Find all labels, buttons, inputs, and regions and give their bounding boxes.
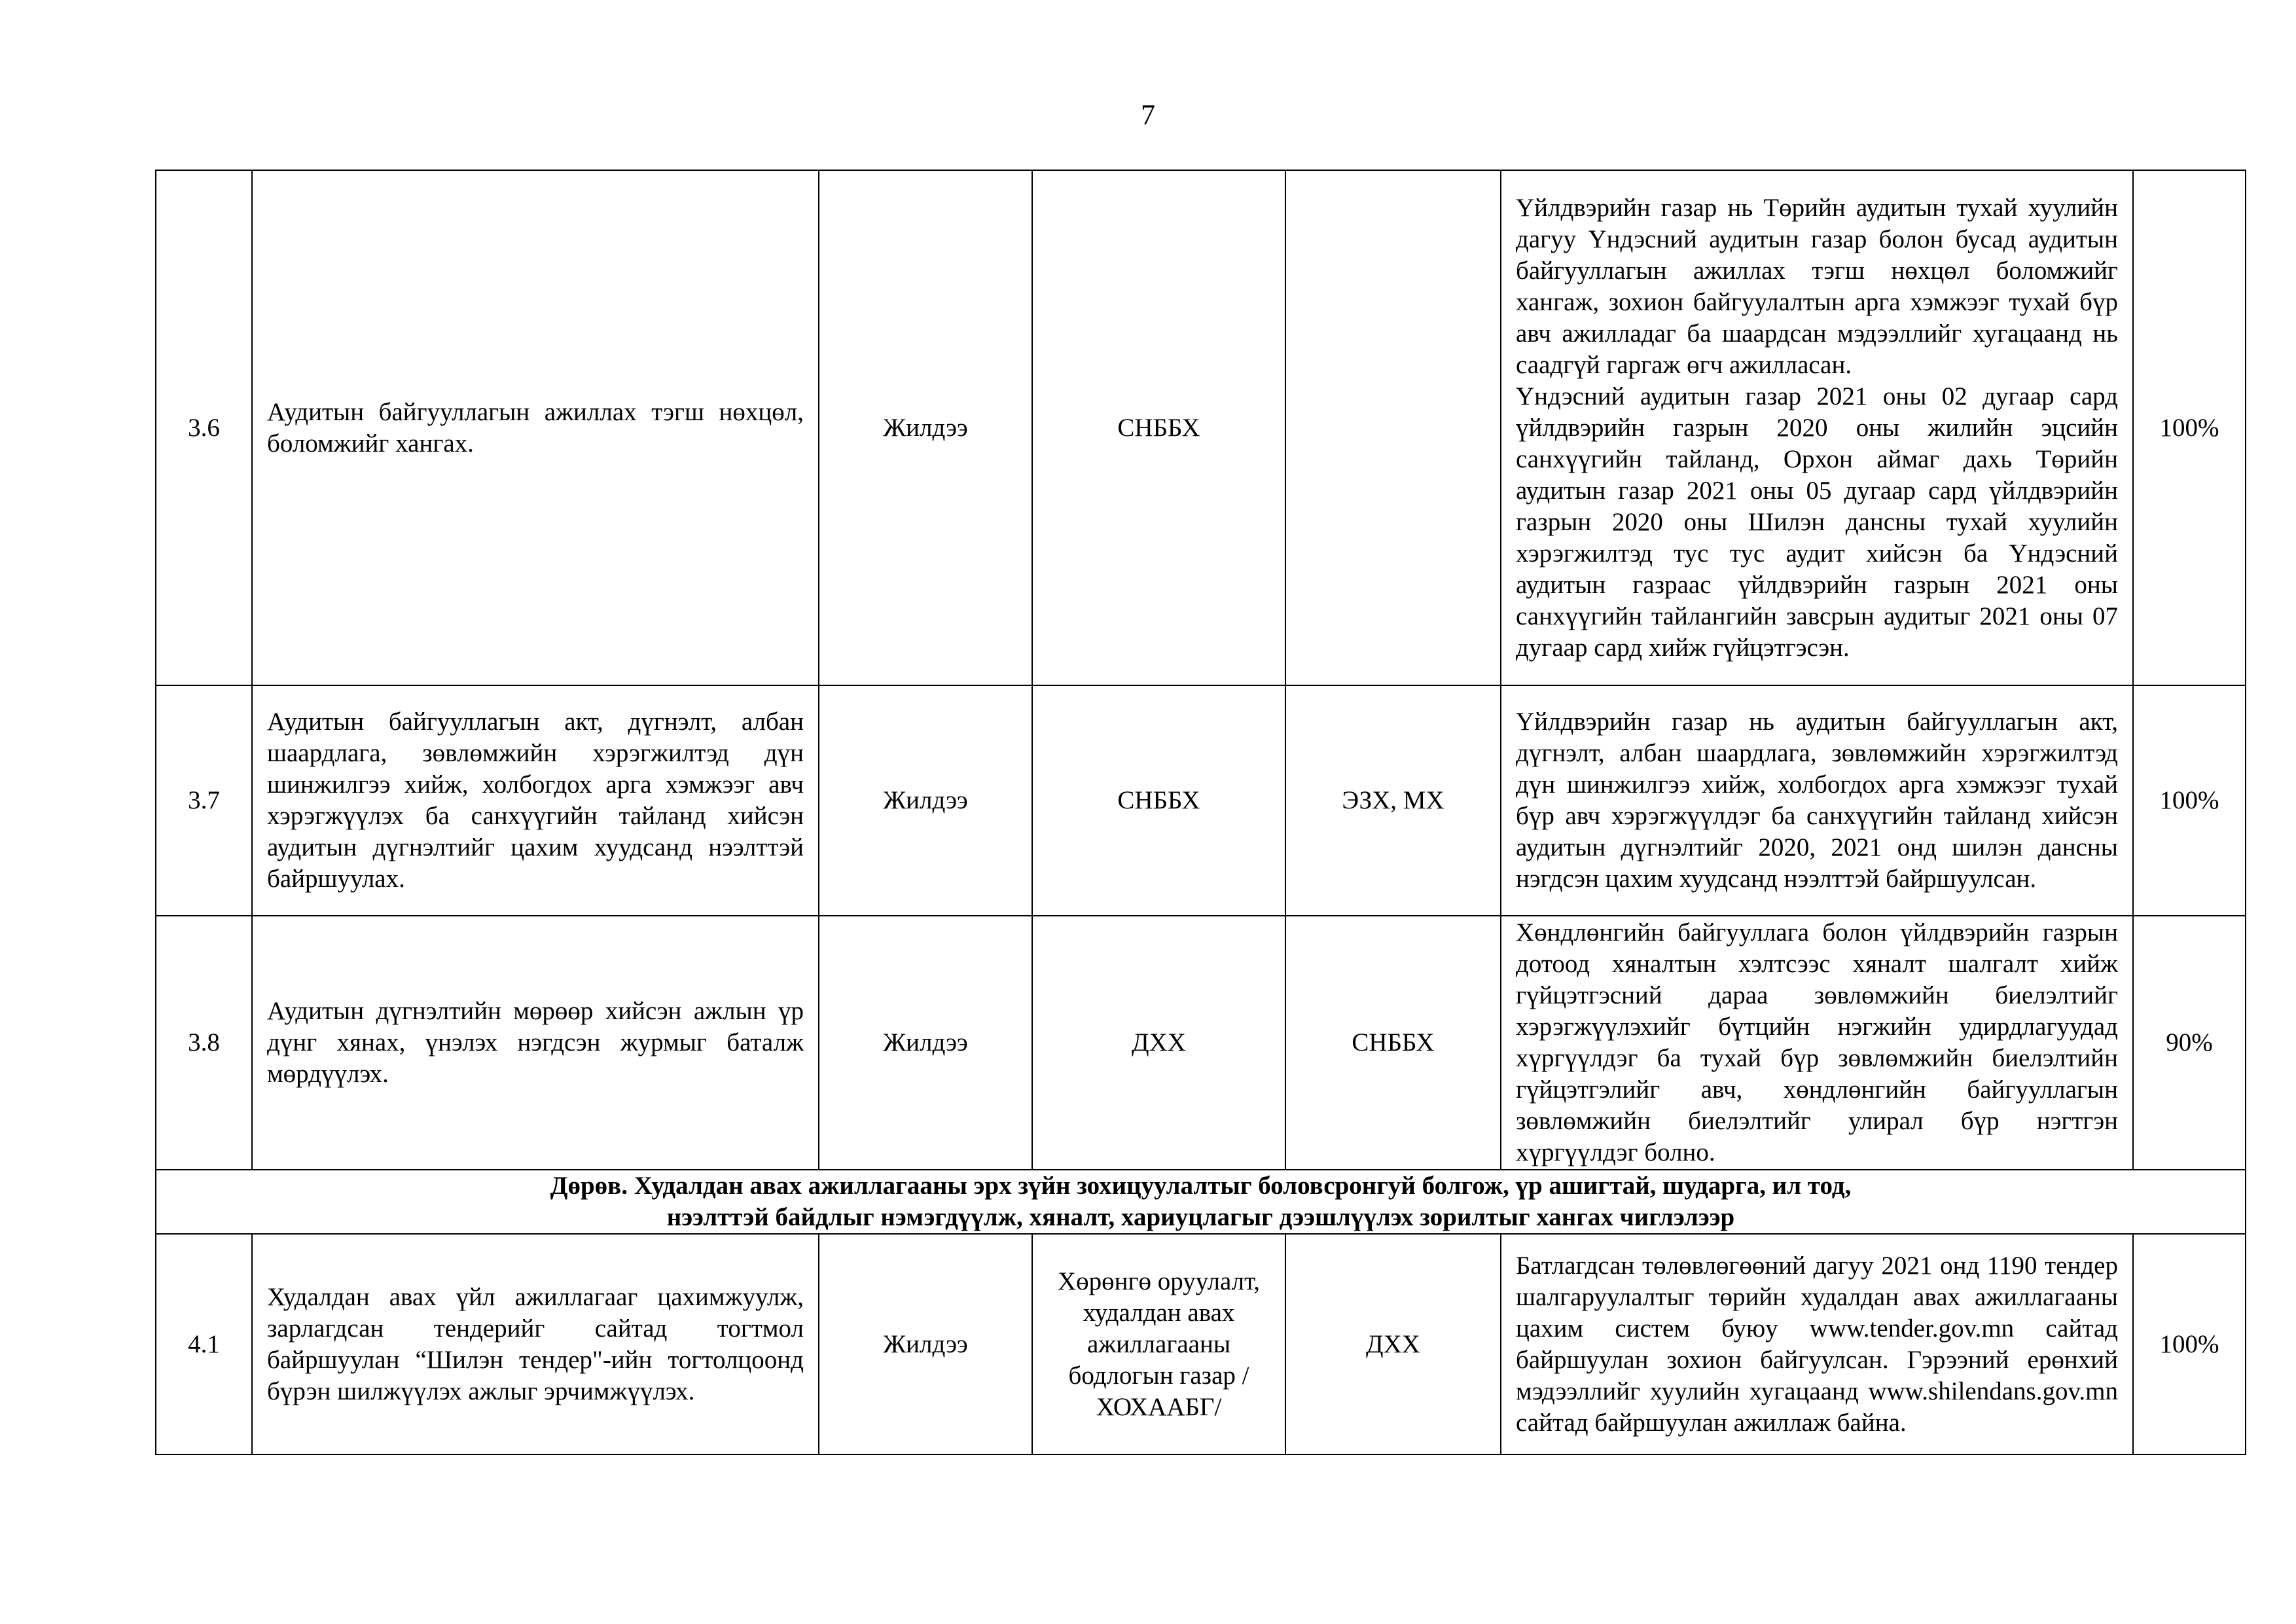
implementation-period: Жилдээ (819, 1234, 1032, 1454)
task-description: Аудитын байгууллагын акт, дүгнэлт, албан шаардлага, зөвлөмжийн хэрэгжилтэд дүн шинжилгээ хийж, холбогдох арга хэмжээг авч хэрэгжүүлэх ба санхүүгийн тайланд хийсэн аудитын дүгнэлтийг цахим хуудсанд нээлттэй байршуулах. (252, 685, 819, 916)
section-heading-line: Дөрөв. Худалдан авах ажиллагааны эрх зүйн зохицуулалтыг боловсронгуй болгож, үр ашигтай, шударга, ил тод, (550, 1172, 1852, 1200)
partner-unit: ДХХ (1285, 1234, 1501, 1454)
result-paragraph: Үйлдвэрийн газар нь аудитын байгууллагын акт, дүгнэлт, албан шаардлага, зөвлөмжийн хэрэгжилтэд дүн шинжилгээ хийж, холбогдох арга хэмжээг тухай бүр авч хэрэгжүүлдэг ба санхүүгийн тайланд хийсэн аудитын дүгнэлтийг 2020, 2021 онд шилэн дансны нэгдсэн цахим хуудсанд нээлттэй байршуулсан. (1516, 708, 2118, 893)
partner-unit: ЭЗХ, МХ (1285, 685, 1501, 916)
page-number: 7 (1141, 99, 1155, 131)
result-paragraph: Хөндлөнгийн байгууллага болон үйлдвэрийн газрын дотоод хяналтын хэлтсээс хяналт шалгалт хийж гүйцэтгэсний дараа зөвлөмжийн биелэлтийг хэрэгжүүлэхийг бүтцийн нэгжийн удирдлагуудад хүргүүлдэг ба тухай бүр зөвлөмжийн биелэлтийн гүйцэтгэлийг авч, хөндлөнгийн байгууллагын зөвлөмжийн биелэлтийг улирал бүр нэгтгэн хүргүүлдэг болно. (1516, 918, 2118, 1166)
section-heading (156, 1170, 2246, 1234)
section-heading-line: нээлттэй байдлыг нэмэгдүүлж, хяналт, хариуцлагыг дээшлүүлэх зорилтыг хангах чиглэлээр (666, 1203, 1735, 1231)
row-number: 3.8 (156, 916, 252, 1170)
table-row (156, 170, 2246, 685)
implementation-result (1501, 685, 2133, 916)
implementation-period: Жилдээ (819, 916, 1032, 1170)
implementation-period: Жилдээ (819, 170, 1032, 685)
partner-unit (1285, 170, 1501, 685)
responsible-unit: Хөрөнгө оруулалт, худалдан авах ажиллагааны бодлогын газар /ХОХААБГ/ (1032, 1234, 1285, 1454)
task-description: Худалдан авах үйл ажиллагааг цахимжуулж, зарлагдсан тендерийг сайтад тогтмол байршуулан “Шилэн тендер"-ийн тогтолцоонд бүрэн шилжүүлэх ажлыг эрчимжүүлэх. (252, 1234, 819, 1454)
table-row (156, 1234, 2246, 1454)
implementation-report-table (155, 170, 2246, 1455)
task-description: Аудитын дүгнэлтийн мөрөөр хийсэн ажлын үр дүнг хянах, үнэлэх нэгдсэн журмыг баталж мөрдүүлэх. (252, 916, 819, 1170)
section-heading-row (156, 1170, 2246, 1234)
row-number: 4.1 (156, 1234, 252, 1454)
result-paragraph: Үйлдвэрийн газар нь Төрийн аудитын тухай хуулийн дагуу Үндэсний аудитын газар болон бусад аудитын байгууллагын ажиллах тэгш нөхцөл боломжийг хангаж, зохион байгуулалтын арга хэмжээг тухай бүр авч ажилладаг ба шаардсан мэдээллийг хугацаанд нь саадгүй гаргаж өгч ажилласан. (1516, 193, 2118, 379)
implementation-result (1501, 916, 2133, 1170)
implementation-period: Жилдээ (819, 685, 1032, 916)
result-paragraph: Батлагдсан төлөвлөгөөний дагуу 2021 онд 1190 тендер шалгаруулалтыг төрийн худалдан авах ажиллагааны цахим систем буюу www.tender.gov.mn сайтад байршуулан зохион байгуулсан. Гэрээний ерөнхий мэдээллийг хуулийн хугацаанд www.shilendans.gov.mn сайтад байршуулан ажиллаж байна. (1516, 1251, 2118, 1437)
implementation-result (1501, 170, 2133, 685)
completion-percent: 100% (2133, 685, 2246, 916)
partner-unit: СНББХ (1285, 916, 1501, 1170)
responsible-unit: ДХХ (1032, 916, 1285, 1170)
table-row (156, 685, 2246, 916)
row-number: 3.6 (156, 170, 252, 685)
completion-percent: 90% (2133, 916, 2246, 1170)
table-row (156, 916, 2246, 1170)
task-description: Аудитын байгууллагын ажиллах тэгш нөхцөл, боломжийг хангах. (252, 170, 819, 685)
result-paragraph: Үндэсний аудитын газар 2021 оны 02 дугаар сард үйлдвэрийн газрын 2020 оны жилийн эцсийн санхүүгийн тайланд, Орхон аймаг дахь Төрийн аудитын газар 2021 оны 05 дугаар сард үйлдвэрийн газрын 2020 оны Шилэн дансны тухай хуулийн хэрэгжилтэд тус тус аудит хийсэн ба Үндэсний аудитын газраас үйлдвэрийн газрын 2021 оны санхүүгийн тайлангийн завсрын аудитыг 2021 оны 07 дугаар сард хийж гүйцэтгэсэн. (1516, 382, 2118, 662)
responsible-unit: СНББХ (1032, 170, 1285, 685)
row-number: 3.7 (156, 685, 252, 916)
completion-percent: 100% (2133, 1234, 2246, 1454)
responsible-unit: СНББХ (1032, 685, 1285, 916)
completion-percent: 100% (2133, 170, 2246, 685)
implementation-result (1501, 1234, 2133, 1454)
